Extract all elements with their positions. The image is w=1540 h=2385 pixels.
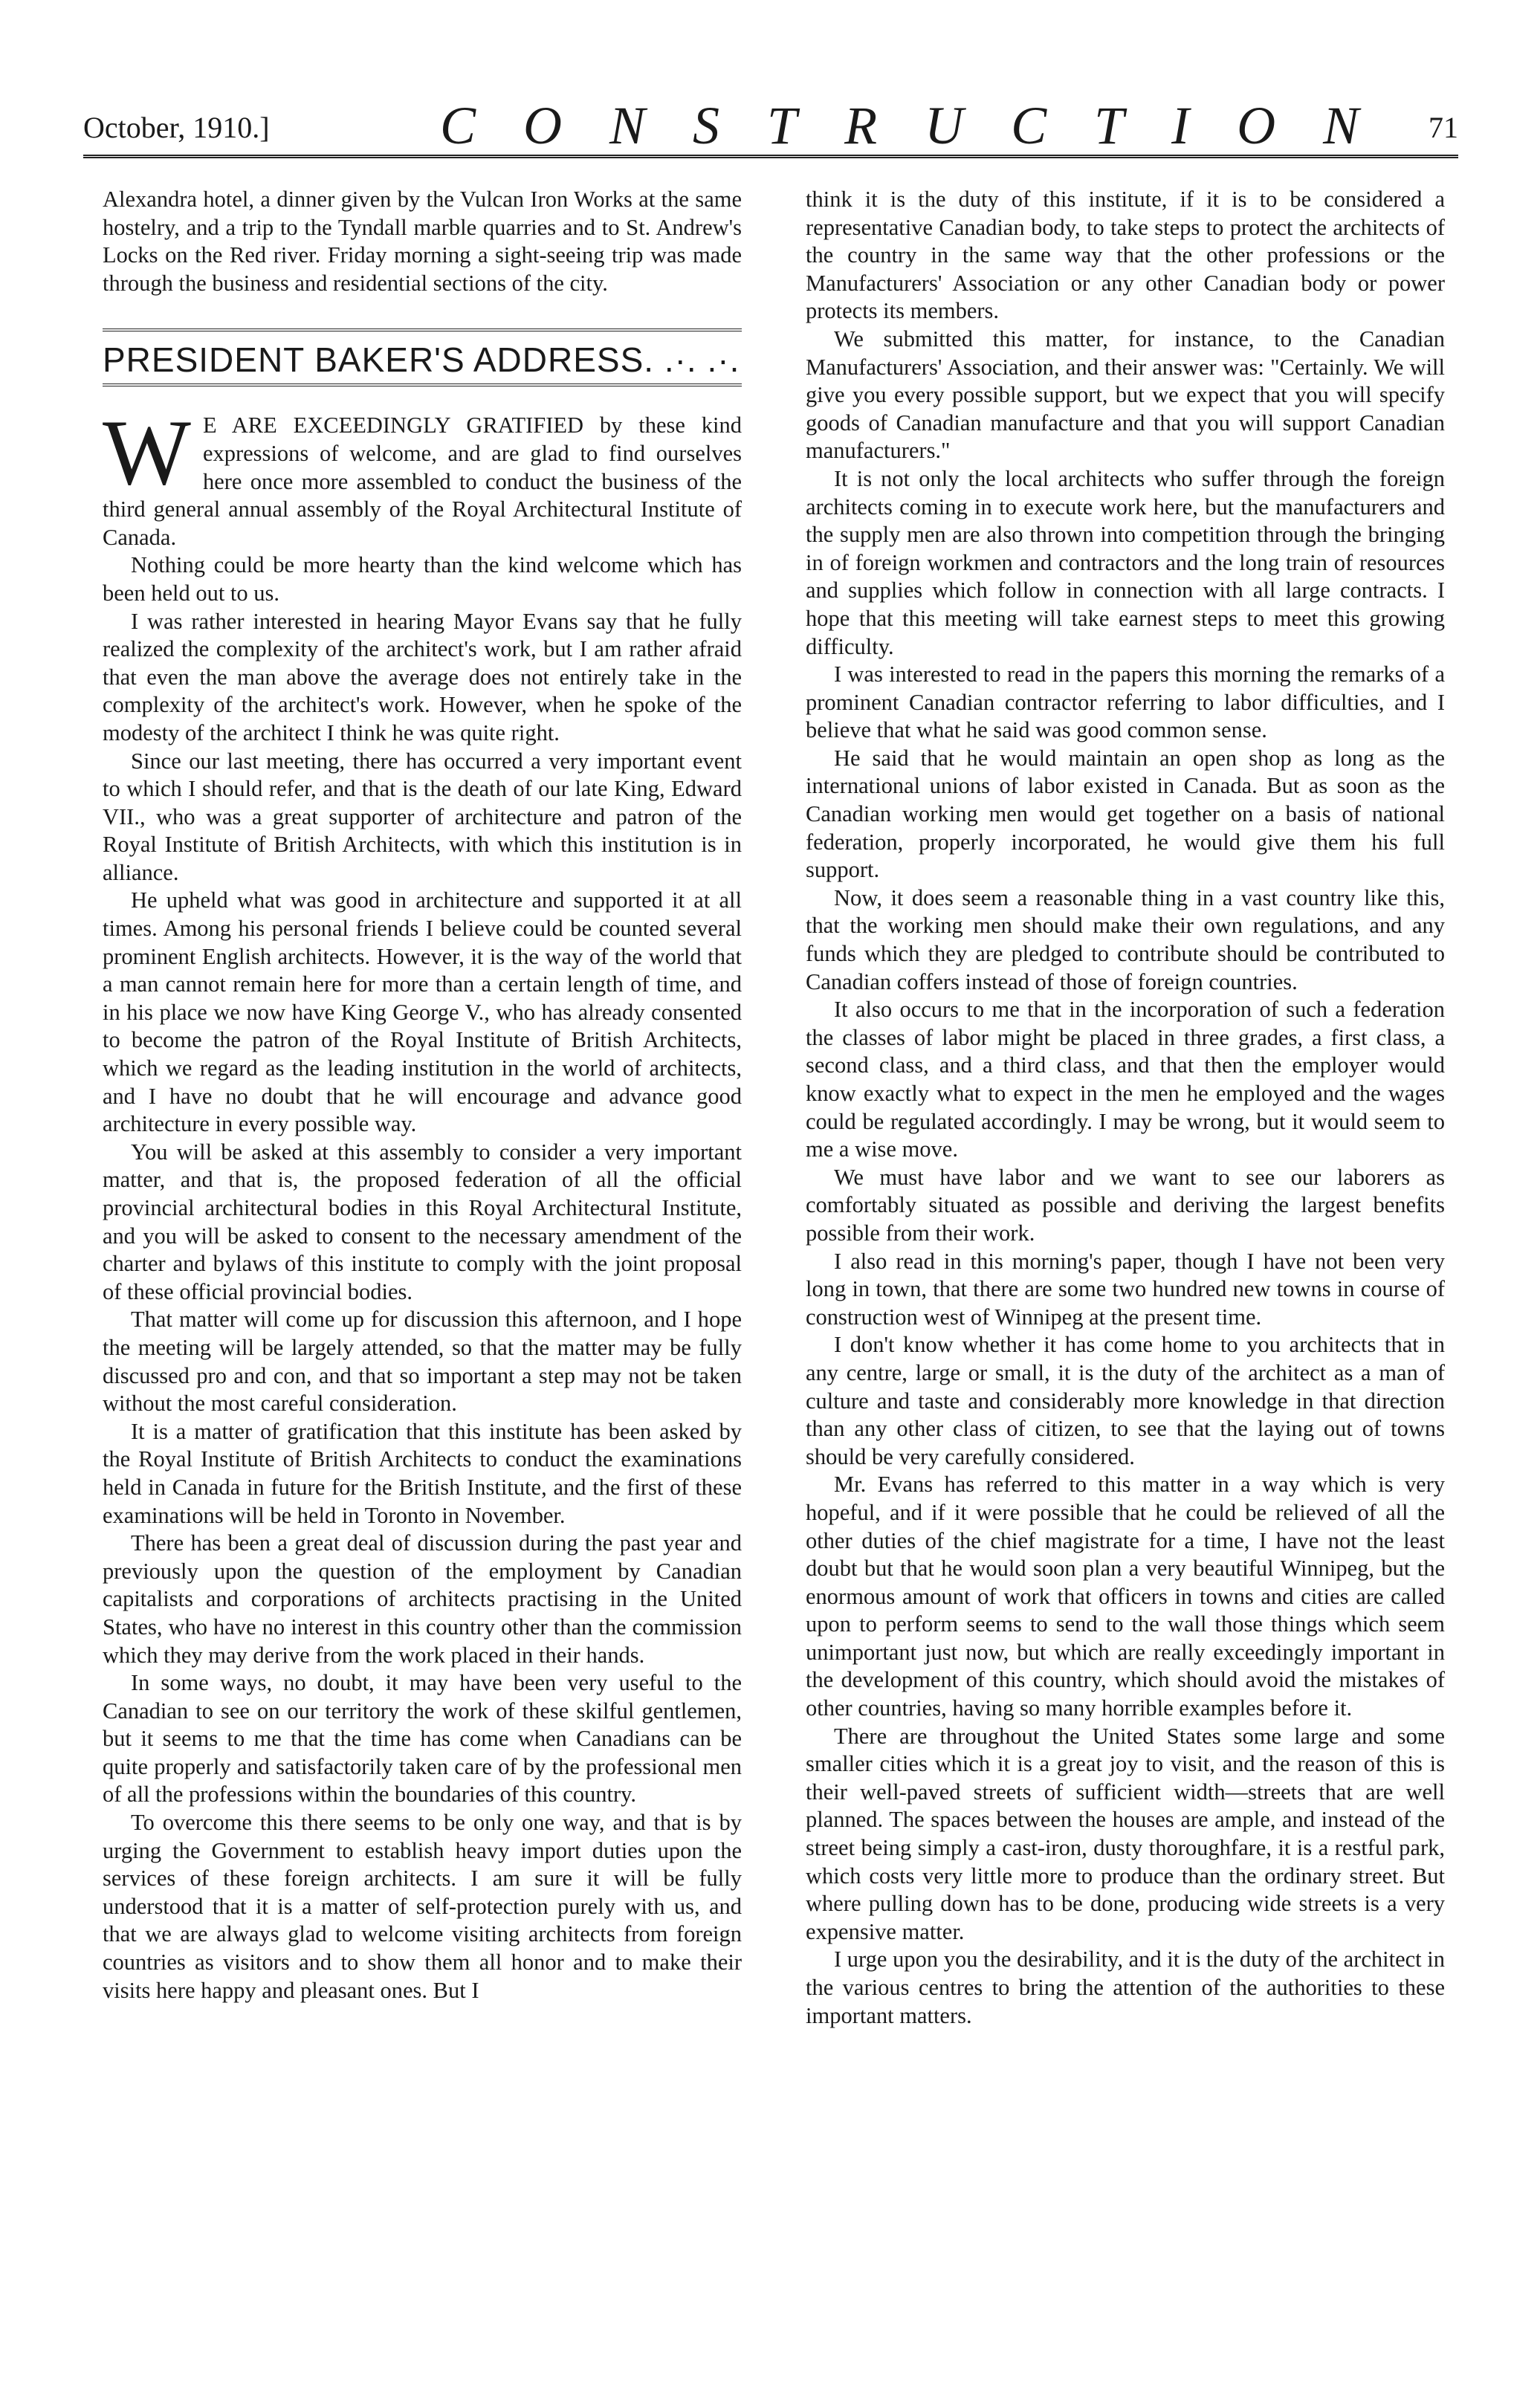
paragraph: Mr. Evans has referred to this matter in a way which is very hopeful, and if it were possible that he could be relieved of all the other duties of the chief magistrate for a time, I have not the least doubt but that he would soon plan a very beautiful Winnipeg, but the enormous amount of work that officers in towns and cities are called upon to perform seems to send to the wall those things which seem unimportant just now, but which are really exceedingly important in the development of this country, which should avoid the mistakes of other countries, having so many horrible examples before it. [806, 1472, 1445, 1721]
article-heading: PRESIDENT BAKER'S ADDRESS. .·. .·. [103, 340, 740, 380]
paragraph: Since our last meeting, there has occurred a very important event to which I should refer, and that is the death of our late King, Edward VII., who was a great supporter of architecture and patron of the Royal Institute of British Architects, with which this institution is in alliance. [103, 748, 742, 885]
page-number: 71 [1429, 111, 1458, 144]
left-column [103, 186, 742, 2004]
paragraph: I was rather interested in hearing Mayor Evans say that he fully realized the complexity of the architect's work, but I am rather afraid that even the man above the average does not entirely take in the complexity of the architect's work. However, when he spoke of the modesty of the architect I think he was quite right. [103, 608, 742, 745]
paragraph: We submitted this matter, for instance, to the Canadian Manufacturers' Association, and their answer was: "Certainly. We will give you every possible support, but we expect that you will specify goods of Canadian manufacture and that you will support Canadian manufacturers." [806, 326, 1445, 464]
paragraph: He said that he would maintain an open shop as long as the international unions of labor existed in Canada. But as soon as the Canadian working men would get together on a basis of national federation, properly incorporated, he would give them his full support. [806, 745, 1445, 883]
drop-cap: W [103, 401, 191, 505]
paragraph: You will be asked at this assembly to consider a very important matter, and that is, the proposed federation of all the official provincial architectural bodies in this Royal Architectural Institute, and you will be asked to consent to the necessary amendment of the charter and bylaws of this institute to comply with the joint proposal of these official provincial bodies. [103, 1139, 742, 1304]
paragraph: We must have labor and we want to see our laborers as comfortably situated as possible and deriving the largest benefits possible from their work. [806, 1164, 1445, 1246]
publication-title: CONSTRUCTION [440, 96, 1407, 155]
paragraph: That matter will come up for discussion this afternoon, and I hope the meeting will be largely attended, so that the matter may be fully discussed pro and con, and that so important a step may not be taken without the most careful consideration. [103, 1307, 742, 1417]
paragraph: I don't know whether it has come home to you architects that in any centre, large or small, it is the duty of the architect as a man of culture and taste and considerably more knowledge in that direction than any other class of citizen, to see that the laying out of towns should be very carefully considered. [806, 1332, 1445, 1469]
opening-paragraph [103, 401, 742, 551]
continued-paragraph: think it is the duty of this institute, if it is to be considered a representative Canadian body, to take steps to protect the architects of the country in the same way that the other professions or the Manufacturers' Association or any other Canadian body or power protects its members. [806, 187, 1445, 324]
paragraph: I urge upon you the desirability, and it is the duty of the architect in the various centres to bring the attention of the authorities to these important matters. [806, 1946, 1445, 2028]
paragraph: I was interested to read in the papers this morning the remarks of a prominent Canadian contractor referring to labor difficulties, and I believe that what he said was good common sense. [806, 661, 1445, 743]
paragraph: He upheld what was good in architecture and supported it at all times. Among his personal friends I believe could be counted several prominent English architects. However, it is the way of the world that a man cannot remain here for more than a certain length of time, and in his place we now have King George V., who has already consented to become the patron of the Royal Institute of British Architects, which we regard as the leading institution in the world of architects, and I have no doubt that he will encourage and advance good architecture in every possible way. [103, 887, 742, 1137]
opening-paragraph-text: by these kind expressions of welcome, and are glad to find ourselves here once more assembled to conduct the business of the third general annual assembly of the Royal Architectural Institute of Canada. [103, 412, 742, 550]
paragraph: It also occurs to me that in the incorporation of such a federation the classes of labor might be placed in three grades, a first class, a second class, and a third class, and that then the employer would know exactly what to expect in the men he employed and the wages could be regulated accordingly. I may be wrong, but it would seem to me a wise move. [806, 997, 1445, 1162]
paragraph: There has been a great deal of discussion during the past year and previously upon the question of the employment by Canadian capitalists and corporations of architects practising in the United States, who have no interest in this country other than the commission which they may derive from the work placed in their hands. [103, 1530, 742, 1668]
paragraph: There are throughout the United States some large and some smaller cities which it is a great joy to visit, and the reason of this is their well-paved streets of sufficient width—streets that are well planned. The spaces between the houses are ample, and instead of the street being simply a cast-iron, dusty thoroughfare, it is a restful park, which costs very little more to produce than the ordinary street. But where pulling down has to be done, producing wide streets is a very expensive matter. [806, 1723, 1445, 1944]
paragraph: It is not only the local architects who suffer through the foreign architects coming in to execute work here, but the manufacturers and the supply men are also thrown into competition through the bringing in of foreign workmen and contractors and the long train of resources and supplies which follow in connection with all large contracts. I hope that this meeting will take earnest steps to meet this growing difficulty. [806, 465, 1445, 659]
paragraph: To overcome this there seems to be only one way, and that is by urging the Government to establish heavy import duties upon the services of these foreign architects. I am sure it will be fully understood that it is a matter of self-protection purely with us, and that we are always glad to welcome visiting architects from foreign countries as visitors and to show them all honor and to make their visits here happy and pleasant ones. But I [103, 1810, 742, 2003]
paragraph: Now, it does seem a reasonable thing in a vast country like this, that the working men should make their own regulations, and any funds which they are pledged to contribute should be contributed to Canadian coffers instead of those of foreign countries. [806, 884, 1445, 994]
issue-date: October, 1910.] [83, 111, 270, 144]
paragraph: In some ways, no doubt, it may have been very useful to the Canadian to see on our territory the work of these skilful gentlemen, but it seems to me that the time has come when Canadians can be quite properly and satisfactorily taken care of by the professional men of all the professions within the boundaries of this country. [103, 1670, 742, 1808]
masthead [83, 88, 1458, 158]
paragraph: Nothing could be more hearty than the kind welcome which has been held out to us. [103, 552, 742, 606]
paragraph: I also read in this morning's paper, though I have not been very long in town, that there are some two hundred new towns in course of construction west of Winnipeg at the present time. [806, 1248, 1445, 1330]
paragraph: It is a matter of gratification that this institute has been asked by the Royal Institute of British Architects to conduct the examinations held in Canada in future for the British Institute, and the first of these examinations will be held in Toronto in November. [103, 1418, 742, 1528]
intro-paragraph: Alexandra hotel, a dinner given by the Vulcan Iron Works at the same hostelry, and a trip to the Tyndall marble quarries and to St. Andrew's Locks on the Red river. Friday morning a sight-seeing trip was made through the business and residential sections of the city. [103, 187, 742, 296]
lead-words: E ARE EXCEEDINGLY GRATIFIED [202, 412, 584, 439]
right-column [806, 186, 1445, 2030]
article-heading-block [103, 329, 742, 386]
